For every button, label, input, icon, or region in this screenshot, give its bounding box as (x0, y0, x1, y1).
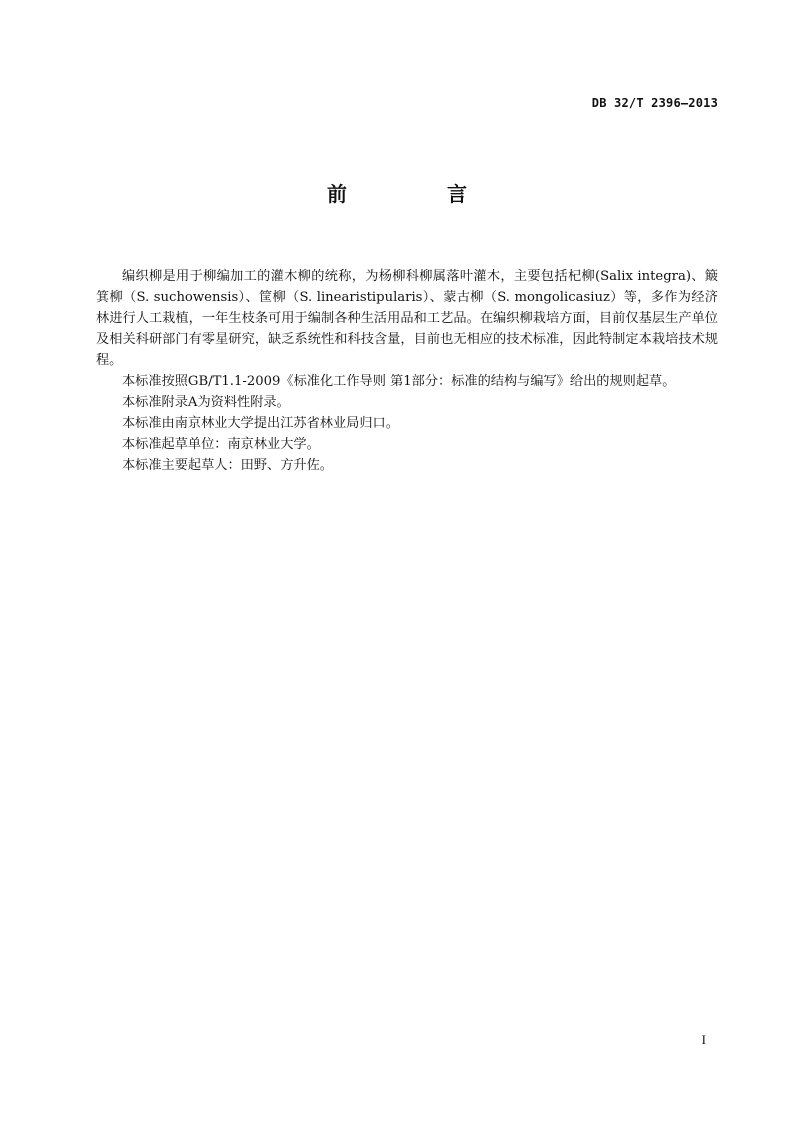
paragraph-drafting-unit: 本标准起草单位：南京林业大学。 (122, 437, 320, 452)
paragraph-intro: 编织柳是用于柳编加工的灌木柳的统称，为杨柳科柳属落叶灌木，主要包括杞柳(Salix integra)、簸箕柳（S. suchowensis）、筐柳（S. linearistipularis）、蒙古柳（S. mongolicasiuz）等，多作为经济林进行人工栽植，一年生枝条可用于编制各种生活用品和工艺品。在编织柳栽培方面，目前仅基层生产单位及相关科研部门有零星研究，缺乏系统性和科技含量，目前也无相应的技术标准，因此特制定本栽培技术规程。 (96, 269, 718, 368)
standard-code: DB 32/T 2396—2013 (591, 96, 718, 110)
paragraph-drafters: 本标准主要起草人：田野、方升佐。 (122, 458, 333, 473)
page-title: 前 言 (327, 182, 507, 206)
foreword-body (96, 266, 718, 476)
paragraph-appendix: 本标准附录A为资料性附录。 (122, 395, 290, 410)
paragraph-proposer: 本标准由南京林业大学提出江苏省林业局归口。 (122, 416, 399, 431)
paragraph-drafting-rules: 本标准按照GB/T1.1-2009《标准化工作导则 第1部分：标准的结构与编写》给出的规则起草。 (122, 374, 676, 389)
page-number: I (701, 1032, 706, 1047)
